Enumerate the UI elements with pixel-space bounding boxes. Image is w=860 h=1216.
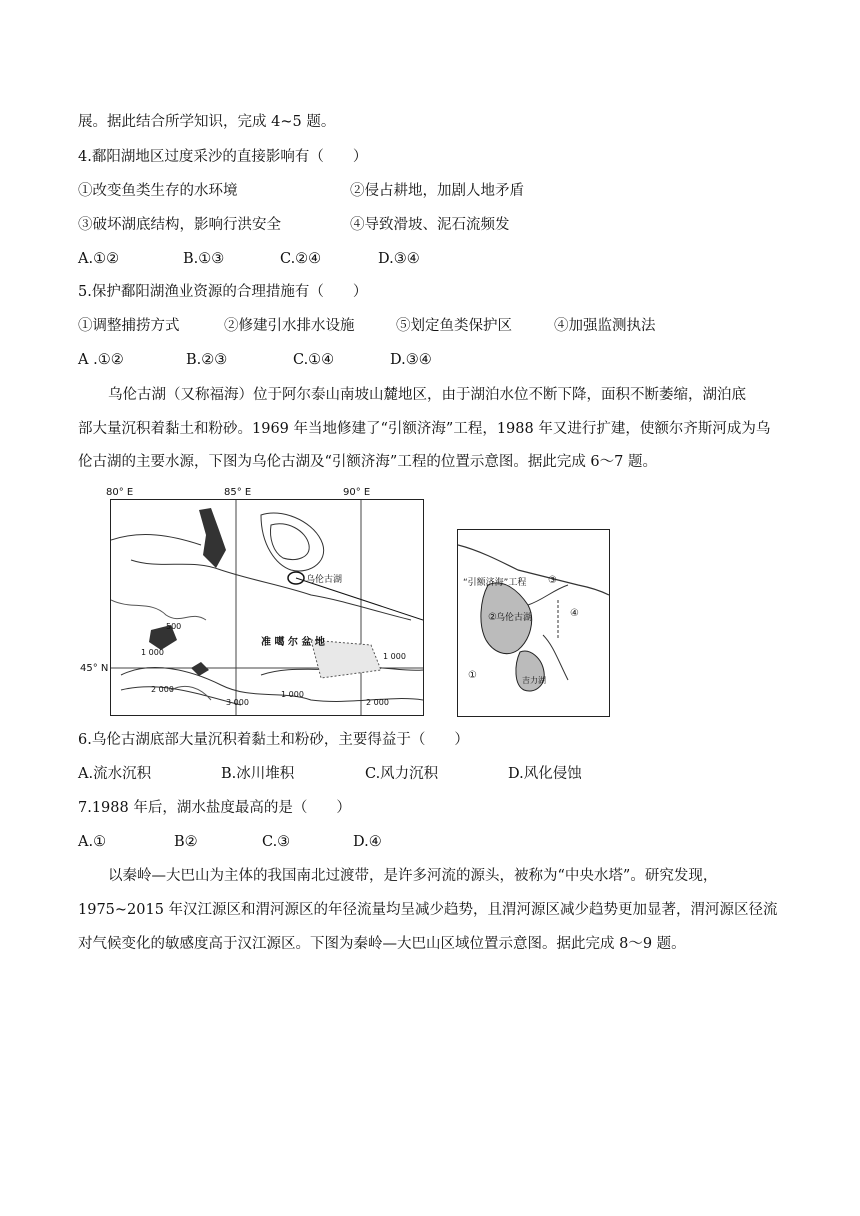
marker-1: ①: [468, 670, 477, 681]
q4-choice-c: C.②④: [280, 251, 322, 267]
q5-option-3: ⑤划定鱼类保护区: [396, 318, 512, 334]
q5-choice-a: A .①②: [78, 352, 124, 368]
passage-2-line-1: 以秦岭—大巴山为主体的我国南北过渡带，是许多河流的源头，被称为“中央水塔”。研究发现，: [108, 868, 718, 884]
lake-label: 乌伦古湖: [306, 575, 343, 585]
q6-choice-a: A.流水沉积: [78, 766, 152, 782]
q6-choice-b: B.冰川堆积: [221, 766, 295, 782]
question-6: 6.乌伦古湖底部大量沉积着黏土和粉砂，主要得益于（ ）: [78, 732, 469, 748]
figure-regional-map: [80, 487, 425, 719]
lon-label-80: 80° E: [106, 487, 134, 498]
lon-label-85: 85° E: [224, 487, 252, 498]
intro-line: 展。据此结合所学知识，完成 4~5 题。: [78, 114, 336, 130]
contour-label-5: 3 000: [226, 698, 249, 707]
marker-2: ②: [488, 612, 497, 623]
q4-option-3: ③破坏湖底结构，影响行洪安全: [78, 217, 281, 233]
lake-detail-drawing: [458, 530, 609, 716]
basin-label: 准 噶 尔 盆 地: [261, 637, 325, 648]
passage-2-line-2: 1975~2015 年汉江源区和渭河源区的年径流量均呈减少趋势，且渭河源区减少趋势更加显著，渭河源区径流: [78, 902, 778, 918]
q7-choice-c: C.③: [262, 834, 291, 850]
contour-label-4: 1 000: [281, 690, 304, 699]
passage-2-line-3: 对气候变化的敏感度高于汉江源区。下图为秦岭—大巴山区域位置示意图。据此完成 8～9 题。: [78, 936, 686, 952]
marker-4: ④: [570, 608, 579, 619]
q5-option-1: ①调整捕捞方式: [78, 318, 180, 334]
q5-option-2: ②修建引水排水设施: [224, 318, 355, 334]
small-lake-label: 吉力湖: [522, 676, 546, 685]
regional-map-drawing: [111, 500, 423, 715]
q6-choice-c: C.风力沉积: [365, 766, 439, 782]
lat-label-45: 45° N: [80, 663, 109, 674]
q7-choice-d: D.④: [353, 834, 382, 850]
contour-label-2: 1 000: [383, 652, 406, 661]
q4-option-1: ①改变鱼类生存的水环境: [78, 183, 238, 199]
regional-map-frame: [110, 499, 424, 716]
passage-1-line-2: 部大量沉积着黏土和粉砂。1969 年当地修建了“引额济海”工程，1988 年又进行扩建，使额尔齐斯河成为乌: [78, 421, 771, 437]
q7-choice-a: A.①: [78, 834, 107, 850]
q4-choice-d: D.③④: [378, 251, 420, 267]
q5-option-4: ④加强监测执法: [554, 318, 656, 334]
q5-choice-d: D.③④: [390, 352, 432, 368]
question-5: 5.保护鄱阳湖渔业资源的合理措施有（ ）: [78, 284, 368, 300]
passage-1-line-3: 伦古湖的主要水源，下图为乌伦古湖及“引额济海”工程的位置示意图。据此完成 6～7 题。: [78, 454, 657, 470]
project-label: “引额济海”工程: [463, 578, 527, 588]
q5-choice-c: C.①④: [293, 352, 335, 368]
q4-choice-b: B.①③: [183, 251, 225, 267]
contour-label-1: 500: [166, 622, 182, 631]
q4-option-4: ④导致滑坡、泥石流频发: [350, 217, 510, 233]
q5-choice-b: B.②③: [186, 352, 228, 368]
q7-choice-b: B②: [174, 834, 198, 850]
contour-label-6: 2 000: [366, 698, 389, 707]
main-lake-label: 乌伦古湖: [496, 613, 533, 623]
question-7: 7.1988 年后，湖水盐度最高的是（ ）: [78, 800, 351, 816]
q6-choice-d: D.风化侵蚀: [508, 766, 582, 782]
passage-1-line-1: 乌伦古湖（又称福海）位于阿尔泰山南坡山麓地区，由于湖泊水位不断下降，面积不断萎缩，湖泊底: [108, 387, 746, 403]
lake-detail-map: [457, 529, 610, 717]
marker-3: ③: [548, 575, 557, 586]
contour-label-3: 2 000: [151, 685, 174, 694]
contour-label-7: 1 000: [141, 648, 164, 657]
q4-option-2: ②侵占耕地，加剧人地矛盾: [350, 183, 524, 199]
lon-label-90: 90° E: [343, 487, 371, 498]
q4-choice-a: A.①②: [78, 251, 120, 267]
question-4: 4.鄱阳湖地区过度采沙的直接影响有（ ）: [78, 149, 368, 165]
